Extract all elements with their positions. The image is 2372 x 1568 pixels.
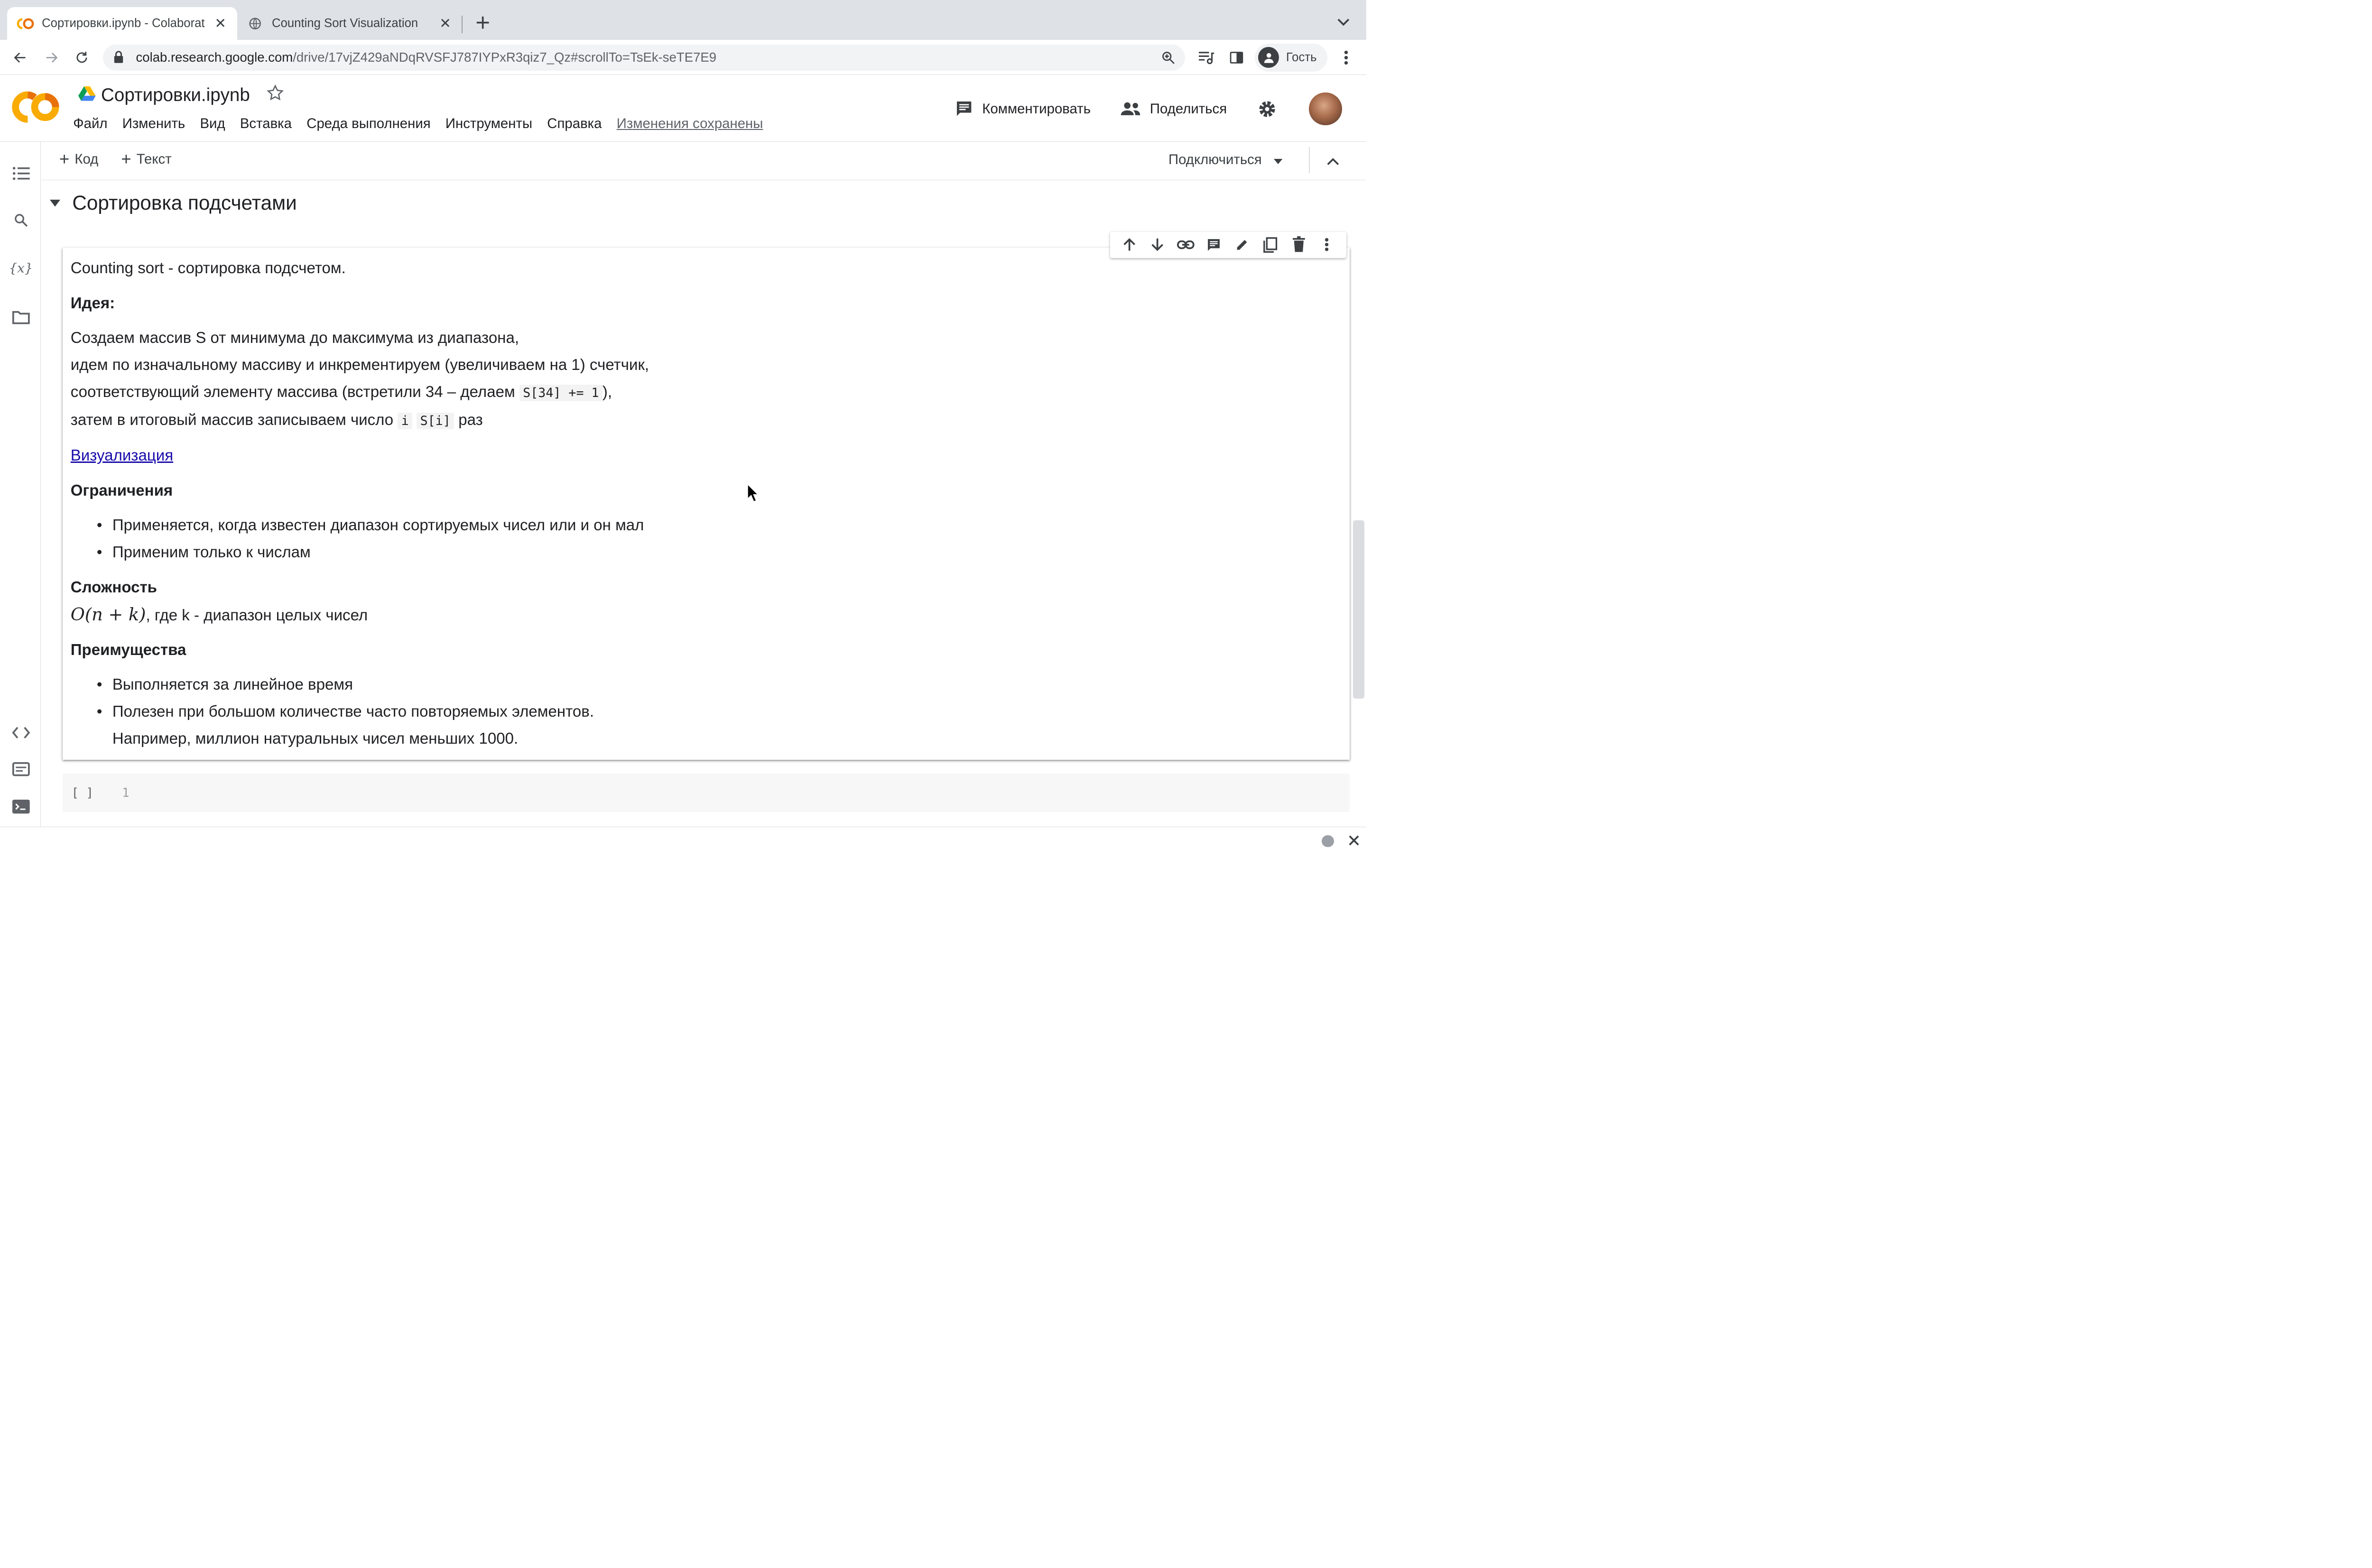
terminal-icon[interactable] (10, 796, 31, 817)
notebook-toolbar (42, 142, 1366, 180)
menu-bar (73, 116, 778, 132)
cell-toolbar (1110, 232, 1346, 258)
edit-pencil-icon[interactable] (1228, 234, 1257, 255)
list-item: • Применяется, когда известен диапазон сортируемых чисел или и он мал (97, 512, 1116, 539)
share-button[interactable] (1120, 100, 1227, 118)
add-code-label: Код (74, 151, 99, 167)
link-icon[interactable] (1172, 234, 1200, 255)
url-path: /drive/17vjZ429aNDqRVSFJ787IYPxR3qiz7_Qz#scrollTo=TsEk-seTE7E9 (293, 50, 717, 65)
forward-arrow-icon[interactable] (40, 46, 63, 69)
close-tab-icon[interactable]: ✕ (214, 16, 226, 32)
line-number: 1 (122, 785, 130, 800)
complexity-formula: O(n + k) (70, 604, 146, 625)
collapse-header-icon[interactable] (1323, 151, 1344, 172)
menu-file[interactable]: Файл (73, 116, 108, 132)
code-snippets-icon[interactable] (10, 722, 31, 743)
idea-line-4 (71, 407, 1116, 435)
add-text-label: Текст (136, 151, 172, 167)
add-code-cell-button[interactable] (59, 151, 98, 168)
people-icon (1120, 100, 1141, 118)
new-tab-icon[interactable] (472, 12, 493, 33)
browser-menu-icon[interactable] (1335, 46, 1358, 69)
idea-line-2: идем по изначальному массиву и инкрементируем (увеличиваем на 1) счетчик, (70, 356, 649, 374)
address-bar[interactable] (103, 45, 1185, 71)
guest-avatar-icon (1258, 47, 1279, 68)
comment-label: Комментировать (982, 101, 1091, 117)
folder-icon[interactable] (10, 307, 31, 328)
idea-line-3-pre: соответствующий элементу массива (встретили 34 – делаем (70, 383, 519, 401)
limits-list (97, 512, 1116, 566)
notebook-title-row (78, 83, 285, 106)
tab-separator (462, 16, 463, 33)
connect-button[interactable] (1168, 152, 1283, 168)
browser-tab-strip (0, 0, 1366, 40)
complexity-heading: Сложность (70, 578, 157, 596)
connect-label: Подключиться (1168, 151, 1262, 167)
advantages-heading: Преимущества (70, 641, 186, 659)
header-actions (954, 92, 1366, 126)
save-status-link[interactable]: Изменения сохранены (616, 116, 763, 132)
dropdown-arrow-icon[interactable] (1274, 152, 1282, 168)
status-indicator-icon (1322, 835, 1334, 848)
table-of-contents-icon[interactable] (10, 163, 31, 184)
colab-logo[interactable] (14, 90, 59, 124)
toolbar-separator (1309, 147, 1310, 173)
share-label: Поделиться (1149, 101, 1227, 117)
gear-icon[interactable] (1257, 99, 1286, 120)
tab-title: Сортировки.ipynb - Colaborat (42, 17, 205, 30)
idea-line-3 (71, 379, 1116, 407)
status-bar (0, 827, 1366, 854)
svg-text:{x}: {x} (9, 260, 33, 276)
idea-line-4-pre: затем в итоговый массив записываем число (70, 411, 398, 429)
lock-icon (113, 51, 127, 64)
side-panel-icon[interactable] (1225, 46, 1248, 69)
comment-icon[interactable] (1200, 234, 1228, 255)
add-text-cell-button[interactable] (121, 151, 171, 168)
google-drive-icon[interactable] (78, 85, 96, 105)
back-arrow-icon[interactable] (9, 46, 31, 69)
move-up-icon[interactable] (1115, 234, 1144, 255)
idea-heading: Идея: (70, 294, 115, 312)
colab-header (0, 76, 1366, 142)
plus-icon: + (59, 149, 70, 169)
mouse-cursor-icon (747, 483, 759, 502)
advantages-list (97, 672, 1116, 753)
mirror-cell-icon[interactable] (1256, 234, 1285, 255)
tab-counting-sort-visualization[interactable] (237, 7, 462, 40)
colab-favicon (18, 16, 33, 31)
menu-help[interactable]: Справка (547, 116, 602, 132)
close-tab-icon[interactable]: ✕ (439, 16, 451, 32)
inline-code: S[i] (417, 413, 454, 429)
limits-heading: Ограничения (70, 481, 173, 499)
menu-insert[interactable]: Вставка (240, 116, 292, 132)
profile-button[interactable] (1255, 44, 1327, 72)
section-header (42, 190, 297, 216)
browser-toolbar (0, 40, 1366, 74)
chevron-down-icon[interactable] (1333, 12, 1354, 33)
text-cell[interactable] (63, 248, 1350, 760)
menu-edit[interactable]: Изменить (122, 116, 185, 132)
menu-view[interactable]: Вид (200, 116, 225, 132)
list-item-continuation: Например, миллион натуральных чисел меньших 1000. (112, 730, 519, 748)
notebook-title[interactable]: Сортировки.ipynb (101, 84, 250, 105)
plus-icon: + (121, 149, 131, 169)
idea-line-1: Создаем массив S от минимума до максимума из диапазона, (70, 329, 519, 347)
code-cell[interactable] (63, 774, 1350, 812)
notebook-content (42, 181, 1353, 827)
tab-title: Counting Sort Visualization (272, 17, 418, 30)
markdown-content (71, 248, 1116, 753)
command-palette-icon[interactable] (10, 759, 31, 780)
visualization-link[interactable]: Визуализация (70, 447, 174, 465)
globe-icon (248, 16, 263, 31)
move-down-icon[interactable] (1143, 234, 1172, 255)
inline-code: S[34] += 1 (519, 385, 602, 401)
comment-button[interactable] (954, 99, 1091, 118)
complexity-line (71, 601, 1116, 629)
profile-label: Гость (1286, 50, 1317, 64)
menu-runtime[interactable]: Среда выполнения (306, 116, 431, 132)
list-item: • Выполняется за линейное время (97, 672, 1116, 699)
list-item-text: Полезен при большом количестве часто повторяемых элементов. (112, 703, 594, 721)
section-title: Сортировка подсчетами (72, 191, 297, 214)
collapse-section-icon[interactable] (45, 200, 65, 207)
tab-colab-notebook[interactable] (7, 7, 237, 40)
idea-line-4-post: раз (454, 411, 483, 429)
search-icon[interactable] (10, 210, 31, 231)
list-item (97, 699, 1116, 753)
scrollbar[interactable] (1353, 520, 1364, 699)
menu-tools[interactable]: Инструменты (445, 116, 533, 132)
zoom-icon[interactable] (1160, 50, 1176, 69)
complexity-text: , где k - диапазон целых чисел (146, 606, 368, 624)
intro-text: Counting sort - сортировка подсчетом. (70, 259, 346, 277)
delete-icon[interactable] (1285, 234, 1313, 255)
idea-line-3-post: ), (602, 383, 612, 401)
star-icon[interactable] (266, 83, 285, 106)
list-item: • Применим только к числам (97, 539, 1116, 566)
variables-icon[interactable] (10, 258, 31, 279)
run-cell-button[interactable]: [ ] (71, 785, 94, 800)
reload-icon[interactable] (71, 46, 93, 69)
inline-code: i (398, 413, 412, 429)
media-controls-icon[interactable] (1195, 46, 1217, 69)
user-avatar[interactable] (1309, 92, 1342, 126)
close-icon[interactable] (1344, 830, 1363, 849)
url-host: colab.research.google.com (136, 50, 293, 65)
comment-icon (954, 99, 973, 118)
more-options-icon[interactable] (1313, 234, 1341, 255)
left-sidebar (0, 142, 41, 827)
